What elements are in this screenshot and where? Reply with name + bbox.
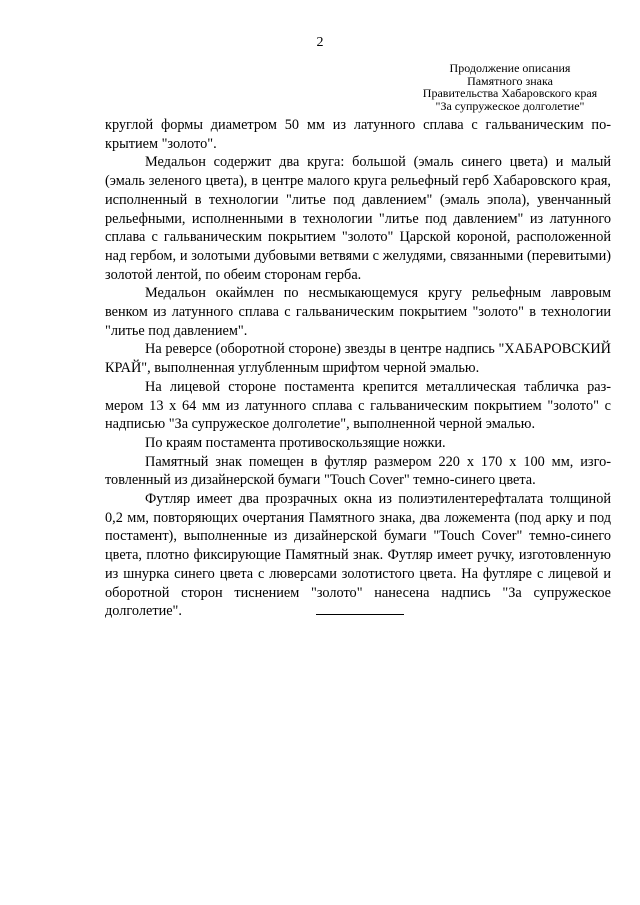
paragraph: На лицевой стороне постамента крепится металлическая табличка размером 13 х 64 мм из латунного сплава с гальваническим покрытием "золото" с надписью "За супружеское долголетие", выполненной черной эмалью. xyxy=(105,378,611,433)
header-line: Памятного знака xyxy=(467,73,553,88)
paragraph: Медальон окаймлен по несмыкающемуся кругу рельефным лавровым венком из латунного сплава с гальваническим покрытием "золото" в технологии "литье под давлением". xyxy=(105,285,611,339)
header-line: "За супружеское долголетие" xyxy=(435,98,585,113)
paragraph: По краям постамента противоскользящие ножки. xyxy=(145,434,446,451)
paragraph: Памятный знак помещен в футляр размером 220 х 170 х 100 мм, изготовленный из дизайнерской бумаги "Touch Cover" темно-синего цвета. xyxy=(105,453,611,489)
paragraph: Футляр имеет два прозрачных окна из полиэтилентерефталата толщиной 0,2 мм, повторяющих очертания Памятного знака, два ложемента (под арку и под постамент), выполненные из дизайнерской бумаги "Touch Cover" темно-синего цвета, плотно фиксирующие Памятный знак. Футляр имеет ручку, изготовленную из шнурка синего цвета с люверсами золотистого цвета. На футляре с лицевой и оборотной сторон тиснением "золото" нанесена надпись "За супружеское долголетие". xyxy=(105,491,611,620)
paragraph: Медальон содержит два круга: большой (эмаль синего цвета) и малый (эмаль зеленого цвета), в центре малого круга рельефный герб Хабаровского края, исполненный в технологии "литье под давлением" (эмаль эпола), увенчанный рельефными, исполненными в технологии "литье под давлением" из латунного сплава с гальваническим покрытием "золото" Царской короной, расположенной над гербом, и золотыми дубовыми ветвями с желудями, связанными (перевитыми) золотой лентой, по обеим сторонам герба. xyxy=(105,154,611,283)
document-body xyxy=(105,116,611,621)
continuation-header xyxy=(410,62,610,112)
paragraph: круглой формы диаметром 50 мм из латунного сплава с гальваническим покрытием "золото". xyxy=(105,117,611,152)
header-line: Правительства Хабаровского края xyxy=(422,86,598,100)
end-separator-line xyxy=(316,614,404,615)
header-line: Продолжение описания xyxy=(449,61,571,75)
paragraph: На реверсе (оборотной стороне) звезды в центре надпись "ХАБАРОВСКИЙ КРАЙ", выполненная углубленным шрифтом черной эмалью. xyxy=(105,341,611,377)
page-number: 2 xyxy=(316,35,324,50)
